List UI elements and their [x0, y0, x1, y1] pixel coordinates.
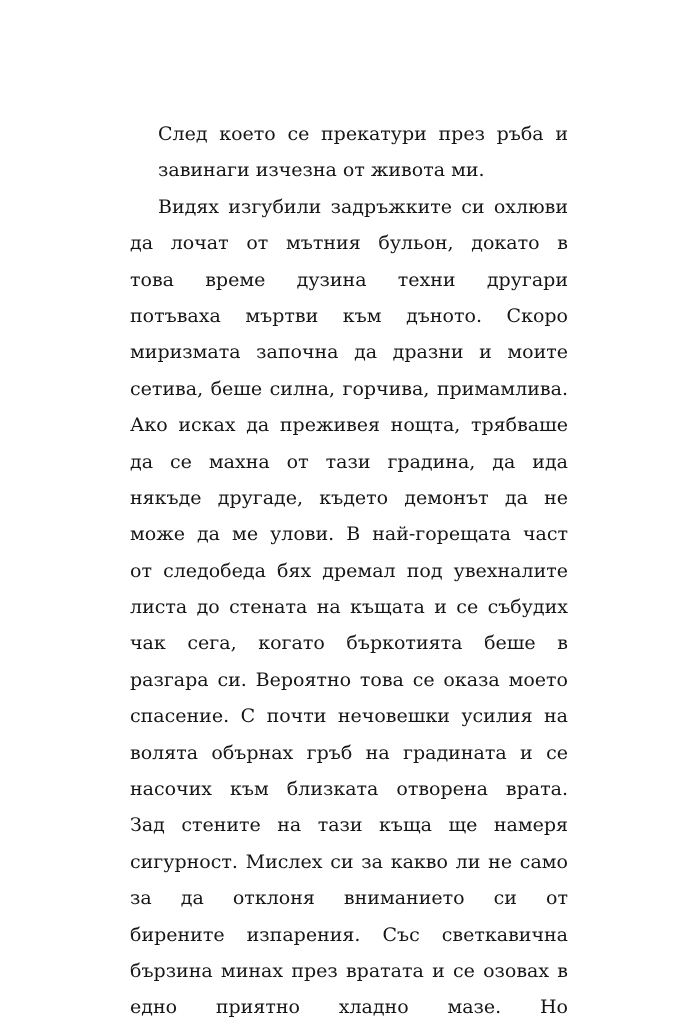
text-line: да лочат от мътния бульон, докато в: [130, 232, 568, 255]
text-line: от следобеда бях дремал под увехналите: [130, 559, 568, 582]
text-line: сетива, беше силна, горчива, примамлива.: [130, 377, 568, 400]
text-line: може да ме улови. В най-горещата част: [130, 523, 568, 546]
text-line: миризмата започна да дразни и моите: [130, 341, 568, 364]
text-line: някъде другаде, където демонът да не: [130, 486, 568, 509]
text-line: След което се прекатури през ръба и: [158, 123, 568, 145]
text-line: чак сега, когато бъркотията беше в: [130, 632, 568, 655]
text-line: бирените изпарения. Със светкавична: [130, 923, 568, 946]
text-line: да се махна от тази градина, да ида: [130, 450, 568, 473]
text-line: потъваха мъртви към дъното. Скоро: [130, 304, 568, 327]
text-line: спасение. С почти нечовешки усилия на: [130, 705, 568, 728]
text-line: завинаги изчезна от живота ми.: [158, 159, 485, 182]
text-line: насочих към близката отворена врата.: [130, 778, 568, 801]
body-text: [130, 116, 568, 1026]
text-line: едно приятно хладно мазе. Но: [130, 996, 568, 1019]
text-line: това време дузина техни другари: [130, 268, 568, 291]
text-line: бързина минах през вратата и се озовах в: [130, 959, 568, 982]
text-line: Зад стените на тази къща ще намеря: [130, 814, 568, 837]
text-line: Ако исках да преживея нощта, трябваше: [130, 414, 568, 437]
text-line: разгара си. Вероятно това се оказа моето: [130, 668, 568, 691]
text-line: Видях изгубили задръжките си охлюви: [158, 195, 568, 218]
text-line: листа до стената на къщата и се събудих: [130, 596, 568, 619]
text-line: сигурност. Мислех си за какво ли не само: [130, 850, 568, 873]
text-line: волята обърнах гръб на градината и се: [130, 741, 568, 764]
text-line: за да отклоня вниманието си от: [130, 887, 568, 910]
